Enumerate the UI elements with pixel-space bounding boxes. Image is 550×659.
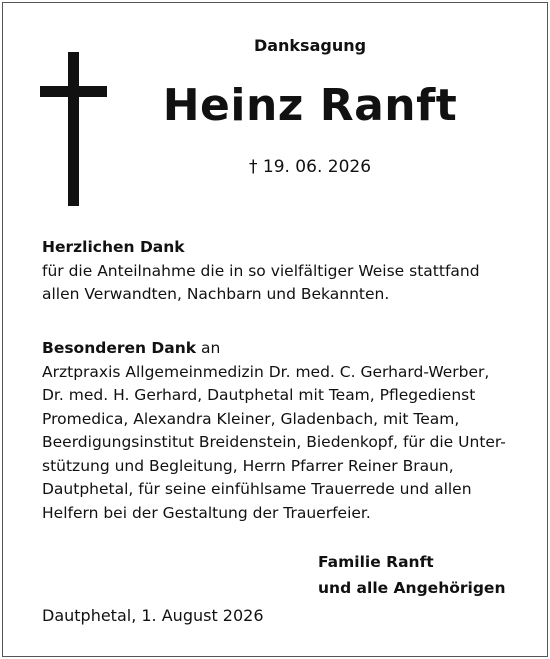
special-thanks-title-suffix: an	[196, 339, 221, 357]
special-thanks-section	[42, 337, 512, 525]
special-thanks-line-1: Arztpraxis Allgemeinmedizin Dr. med. C. Gerhard-Werber,	[42, 362, 490, 381]
signature-line-2: und alle Angehörigen	[318, 579, 506, 597]
special-thanks-title: Besonderen Dank	[42, 339, 197, 357]
special-thanks-title-line	[42, 337, 512, 361]
thanks-line-1: für die Anteilnahme die in so vielfältiger Weise stattfand	[42, 261, 480, 280]
special-thanks-line-3: Promedica, Alexandra Kleiner, Gladenbach, mit Team,	[42, 409, 460, 428]
notice-heading: Danksagung	[253, 36, 367, 55]
signature	[318, 549, 505, 601]
cross-icon	[40, 52, 107, 206]
thanks-line-2: allen Verwandten, Nachbarn und Bekannten.	[42, 285, 390, 303]
thanks-section	[42, 236, 512, 307]
deceased-name: Heinz Ranft	[162, 80, 458, 131]
special-thanks-line-4: Beerdigungsinstitut Breidenstein, Biedenkopf, für die Unter-	[42, 433, 506, 451]
special-thanks-line-6: Dautphetal, für seine einfühlsame Trauerrede und allen	[42, 480, 472, 498]
death-date: † 19. 06. 2026	[248, 157, 372, 177]
signature-line-1: Familie Ranft	[318, 553, 434, 571]
special-thanks-line-2: Dr. med. H. Gerhard, Dautphetal mit Team, Pflegedienst	[42, 386, 476, 404]
special-thanks-line-7: Helfern bei der Gestaltung der Trauerfeier.	[42, 503, 371, 522]
place-and-date: Dautphetal, 1. August 2026	[42, 606, 264, 625]
special-thanks-line-5: stützung und Begleitung, Herrn Pfarrer Reiner Braun,	[42, 456, 454, 475]
cross-vertical-bar	[68, 52, 79, 206]
cross-horizontal-bar	[40, 86, 107, 97]
thanks-title: Herzlichen Dank	[42, 238, 185, 256]
